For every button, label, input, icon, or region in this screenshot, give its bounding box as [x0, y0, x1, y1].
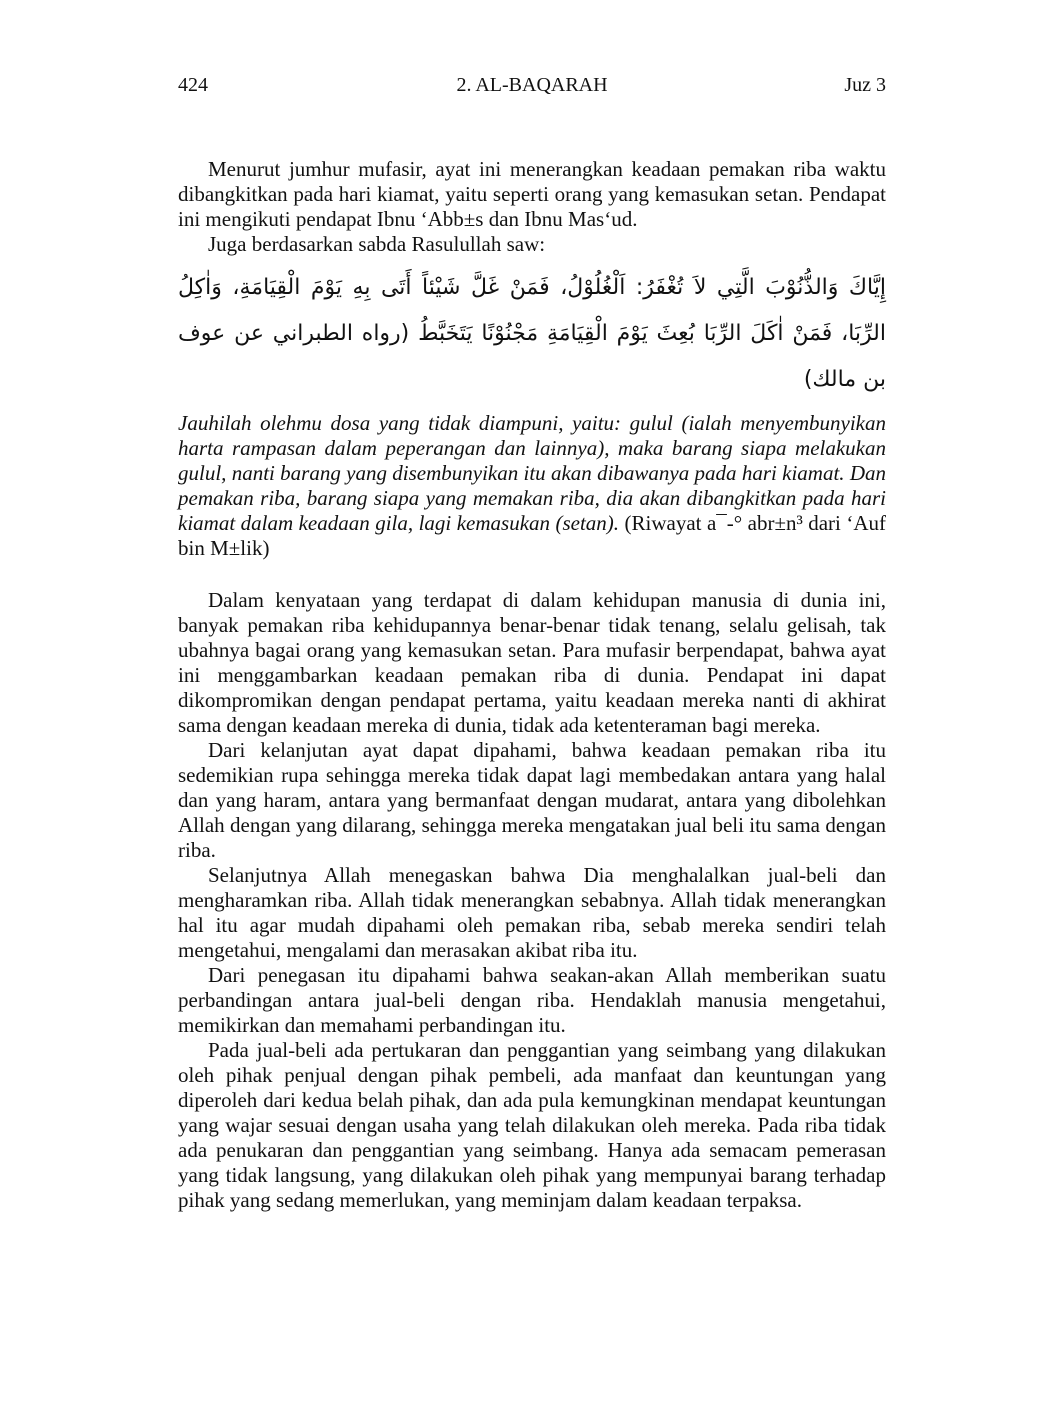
paragraph-jumhur: Menurut jumhur mufasir, ayat ini menerangkan keadaan pemakan riba waktu dibangkitkan pada hari kiamat, yaitu seperti orang yang kemasukan setan. Pendapat ini mengikuti pendapat Ibnu ‘Abb±s dan Ibnu Mas‘ud. [178, 157, 886, 231]
arabic-hadith: إِيَّاكَ وَالذُّنُوْبَ الَّتِي لاَ تُغْفَرُ: اَلْغُلُوْلُ، فَمَنْ غَلَّ شَيْئاً أَتَى بِهِ يَوْمَ الْقِيَامَةِ، وَاٰكِلُ الرِّبَا، فَمَنْ اٰكَلَ الرِّبَا بُعِثَ يَوْمَ الْقِيَامَةِ مَجْنُوْنًا يَتَخَبَّطُ (رواه الطبراني عن عوف بن مالك) [178, 275, 886, 392]
hadith-source: (Riwayat a¯-° abr±n³ dari ‘Auf bin M±lik) [178, 511, 887, 560]
main-text [178, 157, 886, 1213]
paragraph-kelanjutan: Dari kelanjutan ayat dapat dipahami, bahwa keadaan pemakan riba itu sedemikian rupa sehingga mereka tidak dapat lagi membedakan antara yang halal dan yang haram, antara yang bermanfaat dengan mudarat, antara yang dibolehkan Allah dengan yang dilarang, sehingga mereka mengatakan jual beli itu sama dengan riba. [178, 738, 886, 862]
juz-label: Juz 3 [844, 74, 886, 96]
running-header [178, 72, 886, 98]
hadith-translation [178, 411, 886, 561]
translation-text: Jauhilah olehmu dosa yang tidak diampuni, yaitu: gulul (ialah menyembunyikan harta rampasan dalam peperangan dan lainnya), maka barang siapa melakukan gulul, nanti barang yang disembunyikan itu akan dibawanya pada hari kiamat. Dan pemakan riba, barang siapa yang memakan riba, dia akan dibangkitkan pada hari kiamat dalam keadaan gila, lagi kemasukan (setan). [178, 411, 886, 535]
paragraph-penegasan: Dari penegasan itu dipahami bahwa seakan-akan Allah memberikan suatu perbandingan antara jual-beli dengan riba. Hendaklah manusia mengetahui, memikirkan dan memahami perbandingan itu. [178, 963, 886, 1037]
paragraph-sabda-intro: Juga berdasarkan sabda Rasulullah saw: [208, 232, 546, 256]
paragraph-selanjutnya: Selanjutnya Allah menegaskan bahwa Dia menghalalkan jual-beli dan mengharamkan riba. Allah tidak menerangkan sebabnya. Allah tidak menerangkan hal itu agar mudah dipahami oleh pemakan riba, sebab mereka sendiri telah mengetahui, mengalami dan merasakan akibat riba itu. [178, 863, 886, 962]
page-number: 424 [178, 74, 208, 96]
section-gap [178, 561, 886, 588]
chapter-title: 2. AL-BAQARAH [456, 74, 608, 96]
paragraph-jual-beli: Pada jual-beli ada pertukaran dan penggantian yang seimbang yang dilakukan oleh pihak penjual dengan pihak pembeli, ada manfaat dan keuntungan yang diperoleh dari kedua belah pihak, dan ada pula kemungkinan mendapat keuntungan yang wajar sesuai dengan usaha yang telah dilakukan oleh mereka. Pada riba tidak ada penukaran dan penggantian yang seimbang. Hanya ada semacam pemerasan yang tidak langsung, yang dilakukan oleh pihak yang mempunyai barang terhadap pihak yang sedang memerlukan, yang meminjam dalam keadaan terpaksa. [178, 1038, 886, 1212]
paragraph-kenyataan: Dalam kenyataan yang terdapat di dalam kehidupan manusia di dunia ini, banyak pemakan riba kehidupannya benar-benar tidak tenang, selalu gelisah, tak ubahnya bagai orang yang kemasukan setan. Para mufasir berpendapat, bahwa ayat ini menggambarkan keadaan pemakan riba di dunia. Pendapat ini dapat dikompromikan dengan pendapat pertama, yaitu keadaan mereka nanti di akhirat sama dengan keadaan mereka di dunia, tidak ada ketenteraman bagi mereka. [178, 588, 886, 737]
